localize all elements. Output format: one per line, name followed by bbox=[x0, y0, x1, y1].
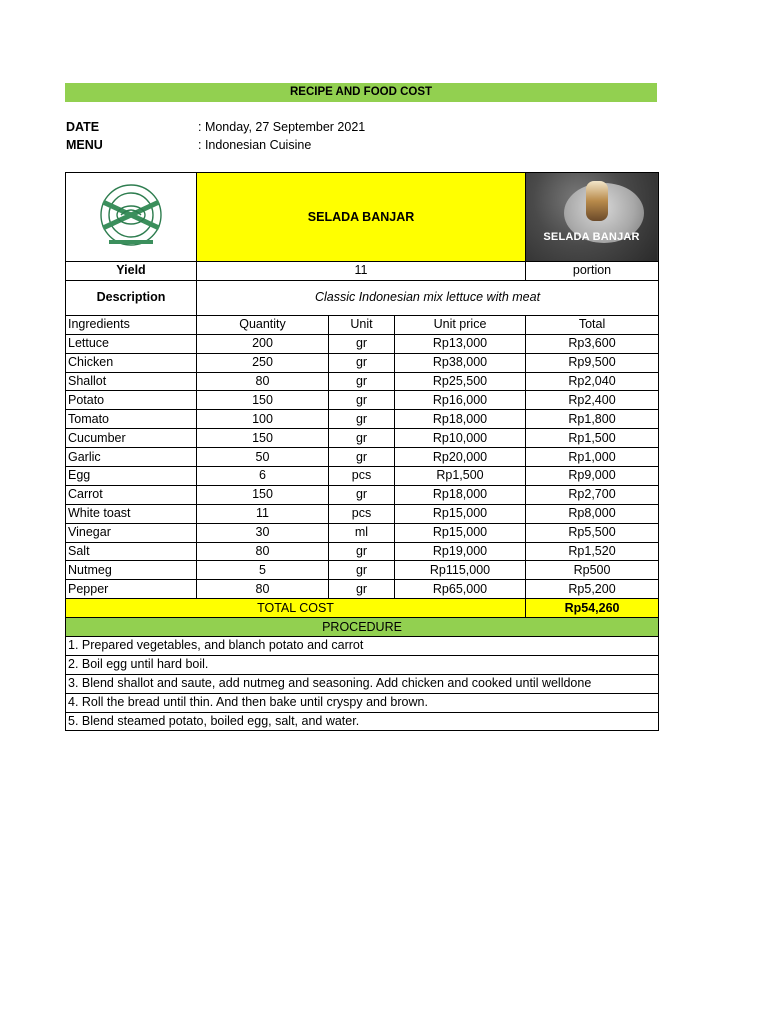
col-header-total: Total bbox=[526, 315, 659, 334]
ingredient-cell: Salt bbox=[66, 542, 197, 561]
unit-price-cell: Rp10,000 bbox=[395, 429, 526, 448]
yield-unit: portion bbox=[526, 262, 659, 281]
table-row bbox=[66, 353, 659, 372]
quantity-cell: 80 bbox=[197, 372, 329, 391]
total-cell: Rp1,800 bbox=[526, 410, 659, 429]
col-header-quantity: Quantity bbox=[197, 315, 329, 334]
ingredient-cell: Cucumber bbox=[66, 429, 197, 448]
quantity-cell: 50 bbox=[197, 448, 329, 467]
unit-cell: gr bbox=[329, 580, 395, 599]
quantity-cell: 150 bbox=[197, 429, 329, 448]
total-cell: Rp9,500 bbox=[526, 353, 659, 372]
total-cell: Rp1,520 bbox=[526, 542, 659, 561]
ingredient-cell: Egg bbox=[66, 467, 197, 486]
ingredient-cell: Lettuce bbox=[66, 334, 197, 353]
ingredient-cell: Carrot bbox=[66, 485, 197, 504]
quantity-cell: 200 bbox=[197, 334, 329, 353]
total-cell: Rp3,600 bbox=[526, 334, 659, 353]
menu-label: MENU bbox=[66, 138, 103, 152]
unit-price-cell: Rp20,000 bbox=[395, 448, 526, 467]
ingredient-cell: White toast bbox=[66, 504, 197, 523]
culinary-emblem-icon bbox=[81, 180, 181, 250]
procedure-title-row bbox=[66, 618, 659, 637]
total-cell: Rp8,000 bbox=[526, 504, 659, 523]
unit-cell: gr bbox=[329, 353, 395, 372]
total-cell: Rp2,700 bbox=[526, 485, 659, 504]
description-value: Classic Indonesian mix lettuce with meat bbox=[197, 280, 659, 315]
table-row bbox=[66, 467, 659, 486]
table-row bbox=[66, 580, 659, 599]
dish-photo bbox=[526, 173, 659, 262]
table-row bbox=[66, 561, 659, 580]
table-row bbox=[66, 429, 659, 448]
unit-cell: pcs bbox=[329, 504, 395, 523]
quantity-cell: 80 bbox=[197, 542, 329, 561]
unit-price-cell: Rp1,500 bbox=[395, 467, 526, 486]
unit-price-cell: Rp38,000 bbox=[395, 353, 526, 372]
total-cell: Rp1,000 bbox=[526, 448, 659, 467]
ingredient-cell: Shallot bbox=[66, 372, 197, 391]
quantity-cell: 250 bbox=[197, 353, 329, 372]
total-cell: Rp2,400 bbox=[526, 391, 659, 410]
unit-price-cell: Rp15,000 bbox=[395, 523, 526, 542]
yield-row bbox=[66, 262, 659, 281]
procedure-step-row bbox=[66, 637, 659, 656]
procedure-step: 5. Blend steamed potato, boiled egg, salt, and water. bbox=[66, 712, 659, 731]
table-row bbox=[66, 410, 659, 429]
table-row bbox=[66, 542, 659, 561]
quantity-cell: 150 bbox=[197, 485, 329, 504]
recipe-table bbox=[65, 172, 659, 731]
column-header-row bbox=[66, 315, 659, 334]
unit-price-cell: Rp19,000 bbox=[395, 542, 526, 561]
ingredient-cell: Pepper bbox=[66, 580, 197, 599]
table-row bbox=[66, 372, 659, 391]
unit-price-cell: Rp65,000 bbox=[395, 580, 526, 599]
table-row bbox=[66, 523, 659, 542]
procedure-title: PROCEDURE bbox=[66, 618, 659, 637]
title-row bbox=[66, 173, 659, 262]
table-row bbox=[66, 504, 659, 523]
total-row bbox=[66, 599, 659, 618]
quantity-cell: 11 bbox=[197, 504, 329, 523]
ingredient-cell: Chicken bbox=[66, 353, 197, 372]
unit-price-cell: Rp115,000 bbox=[395, 561, 526, 580]
quantity-cell: 80 bbox=[197, 580, 329, 599]
table-row bbox=[66, 334, 659, 353]
ingredient-cell: Garlic bbox=[66, 448, 197, 467]
unit-cell: gr bbox=[329, 542, 395, 561]
unit-cell: pcs bbox=[329, 467, 395, 486]
ingredient-cell: Nutmeg bbox=[66, 561, 197, 580]
quantity-cell: 5 bbox=[197, 561, 329, 580]
unit-price-cell: Rp13,000 bbox=[395, 334, 526, 353]
total-cell: Rp500 bbox=[526, 561, 659, 580]
quantity-cell: 30 bbox=[197, 523, 329, 542]
unit-cell: gr bbox=[329, 485, 395, 504]
description-row bbox=[66, 280, 659, 315]
unit-cell: gr bbox=[329, 372, 395, 391]
unit-price-cell: Rp16,000 bbox=[395, 391, 526, 410]
total-cell: Rp9,000 bbox=[526, 467, 659, 486]
procedure-step: 2. Boil egg until hard boil. bbox=[66, 655, 659, 674]
unit-cell: gr bbox=[329, 561, 395, 580]
yield-value: 11 bbox=[197, 262, 526, 281]
date-label: DATE bbox=[66, 120, 100, 134]
description-label: Description bbox=[66, 280, 197, 315]
procedure-step-row bbox=[66, 712, 659, 731]
unit-price-cell: Rp18,000 bbox=[395, 410, 526, 429]
menu-value: : Indonesian Cuisine bbox=[198, 138, 312, 152]
procedure-step-row bbox=[66, 693, 659, 712]
total-cell: Rp1,500 bbox=[526, 429, 659, 448]
procedure-step: 3. Blend shallot and saute, add nutmeg and seasoning. Add chicken and cooked until welldone bbox=[66, 674, 659, 693]
unit-cell: gr bbox=[329, 391, 395, 410]
unit-cell: gr bbox=[329, 448, 395, 467]
procedure-step: 1. Prepared vegetables, and blanch potato and carrot bbox=[66, 637, 659, 656]
total-value: Rp54,260 bbox=[526, 599, 659, 618]
ingredient-cell: Vinegar bbox=[66, 523, 197, 542]
unit-cell: gr bbox=[329, 334, 395, 353]
ingredient-cell: Tomato bbox=[66, 410, 197, 429]
unit-cell: gr bbox=[329, 429, 395, 448]
logo-cell bbox=[66, 173, 197, 262]
unit-price-cell: Rp25,500 bbox=[395, 372, 526, 391]
unit-cell: ml bbox=[329, 523, 395, 542]
procedure-step-row bbox=[66, 655, 659, 674]
total-cell: Rp5,500 bbox=[526, 523, 659, 542]
unit-price-cell: Rp15,000 bbox=[395, 504, 526, 523]
total-cell: Rp5,200 bbox=[526, 580, 659, 599]
quantity-cell: 150 bbox=[197, 391, 329, 410]
total-cell: Rp2,040 bbox=[526, 372, 659, 391]
col-header-unit: Unit bbox=[329, 315, 395, 334]
ingredient-cell: Potato bbox=[66, 391, 197, 410]
quantity-cell: 6 bbox=[197, 467, 329, 486]
procedure-step: 4. Roll the bread until thin. And then bake until cryspy and brown. bbox=[66, 693, 659, 712]
table-row bbox=[66, 485, 659, 504]
col-header-ingredients: Ingredients bbox=[66, 315, 197, 334]
yield-label: Yield bbox=[66, 262, 197, 281]
unit-cell: gr bbox=[329, 410, 395, 429]
table-row bbox=[66, 448, 659, 467]
date-value: : Monday, 27 September 2021 bbox=[198, 120, 366, 134]
quantity-cell: 100 bbox=[197, 410, 329, 429]
photo-caption: SELADA BANJAR bbox=[543, 231, 640, 243]
unit-price-cell: Rp18,000 bbox=[395, 485, 526, 504]
col-header-unit-price: Unit price bbox=[395, 315, 526, 334]
sheet-title: RECIPE AND FOOD COST bbox=[65, 83, 657, 102]
table-row bbox=[66, 391, 659, 410]
procedure-step-row bbox=[66, 674, 659, 693]
total-label: TOTAL COST bbox=[66, 599, 526, 618]
dish-name: SELADA BANJAR bbox=[197, 173, 526, 262]
